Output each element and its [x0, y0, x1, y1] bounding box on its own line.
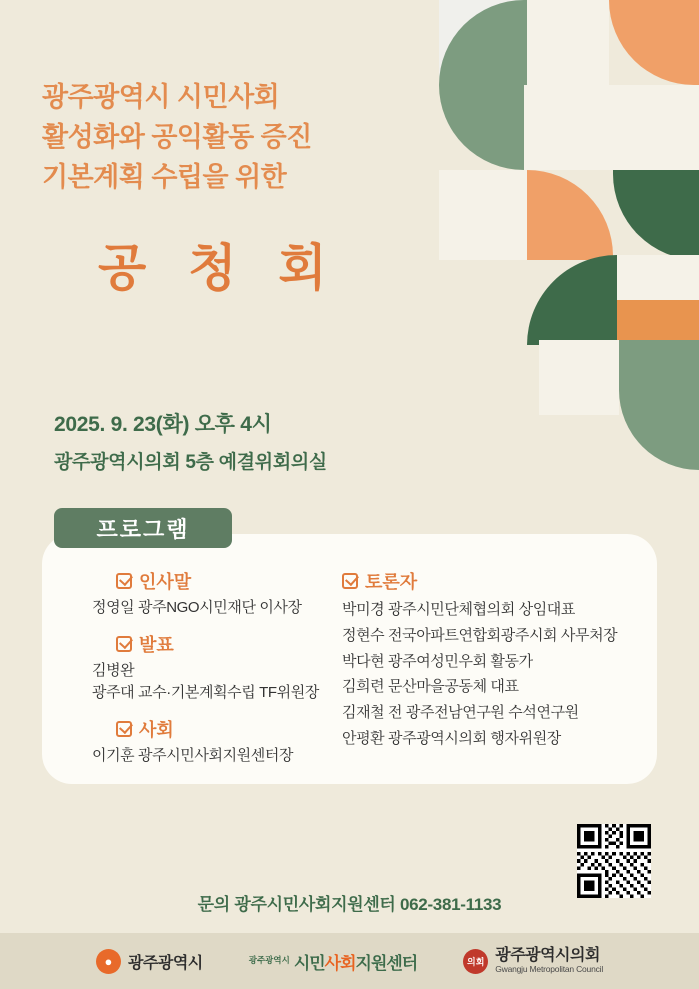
logo-center-small-label: 광주광역시 — [248, 955, 290, 966]
headline-line-1: 광주광역시 시민사회 — [42, 82, 280, 112]
logo-city-council-stack — [495, 948, 603, 974]
footer-logos — [0, 933, 699, 989]
logo-center-main-label — [294, 949, 417, 974]
program-block-panelists — [342, 568, 642, 752]
headline-line-2: 활성화와 공익활동 증진 — [42, 121, 312, 152]
check-icon — [116, 636, 132, 652]
program-card — [42, 534, 657, 784]
program-block-presentation-head — [92, 631, 342, 657]
program-block-host — [92, 716, 342, 768]
panelist-2: 정현수 전국아파트연합회광주시회 사무처장 — [342, 626, 618, 644]
deco-square-2 — [524, 0, 609, 85]
logo-center-part-3: 지원센터 — [355, 953, 418, 973]
program-block-greeting-title: 인사말 — [139, 572, 192, 592]
logo-city-council-label: 광주광역시의회 — [495, 947, 600, 965]
gwangju-city-emblem-icon: ● — [96, 949, 121, 974]
page-headline — [42, 78, 312, 198]
logo-city-council-sub: Gwangju Metropolitan Council — [495, 963, 604, 974]
logo-gwangju-city-label: 광주광역시 — [127, 954, 203, 972]
program-block-panelists-title: 토론자 — [365, 572, 418, 592]
event-datetime: 2025. 9. 23(화) 오후 4시 — [54, 413, 272, 436]
deco-quarter-sage-2 — [619, 340, 699, 470]
program-left-column — [92, 568, 342, 778]
deco-square-3 — [524, 85, 609, 170]
deco-quarter-orange-1 — [609, 0, 699, 85]
deco-quarter-green-2 — [527, 255, 617, 345]
page-title: 공 청 회 — [98, 240, 341, 296]
program-block-greeting — [92, 568, 342, 620]
program-block-host-line-1: 이기훈 광주시민사회지원센터장 — [92, 746, 294, 764]
program-right-column — [342, 568, 642, 763]
program-block-greeting-line-1: 정영일 광주NGO시민재단 이사장 — [92, 599, 302, 616]
check-icon — [116, 573, 132, 589]
check-icon — [342, 573, 358, 589]
program-block-greeting-head — [92, 568, 342, 594]
event-place: 광주광역시의회 5층 예결위회의실 — [54, 452, 327, 473]
logo-center-part-1: 시민 — [293, 953, 325, 973]
deco-quarter-green-1 — [613, 170, 699, 260]
deco-square-7 — [539, 340, 619, 415]
panelist-1: 박미경 광주시민단체협의회 상임대표 — [342, 601, 575, 618]
deco-quarter-orange-2 — [527, 170, 613, 260]
check-icon — [116, 721, 132, 737]
contact-info: 문의 광주시민사회지원센터 062-381-1133 — [197, 895, 502, 914]
deco-square-4 — [609, 85, 699, 170]
panelist-4: 김희련 문산마을공동체 대표 — [342, 678, 519, 696]
program-block-host-head — [92, 716, 342, 742]
program-block-presentation-line-1: 김병완 — [92, 661, 135, 679]
logo-gwangju-city — [96, 949, 203, 974]
program-block-panelists-head — [342, 568, 642, 594]
logo-civil-society-center — [249, 949, 417, 974]
logo-center-part-2: 사회 — [324, 953, 356, 973]
decorative-shapes — [439, 0, 699, 470]
qr-code-icon — [577, 824, 651, 898]
program-block-presentation-title: 발표 — [139, 634, 174, 655]
deco-square-5 — [439, 170, 527, 260]
program-block-presentation-line-2: 광주대 교수·기본계획수립 TF위원장 — [92, 684, 319, 701]
headline-line-3: 기본계획 수립을 위한 — [42, 161, 287, 192]
city-council-emblem-icon: 의회 — [463, 949, 488, 974]
panelist-3: 박다현 광주여성민우회 활동가 — [342, 652, 533, 670]
panelist-6: 안평환 광주광역시의회 행자위원장 — [342, 729, 561, 747]
panelist-5: 김재철 전 광주전남연구원 수석연구원 — [342, 704, 579, 722]
program-block-host-title: 사회 — [139, 719, 174, 740]
program-badge: 프로그램 — [54, 508, 232, 548]
qr-code — [577, 824, 651, 898]
logo-city-council — [463, 948, 603, 974]
program-block-presentation — [92, 631, 342, 705]
